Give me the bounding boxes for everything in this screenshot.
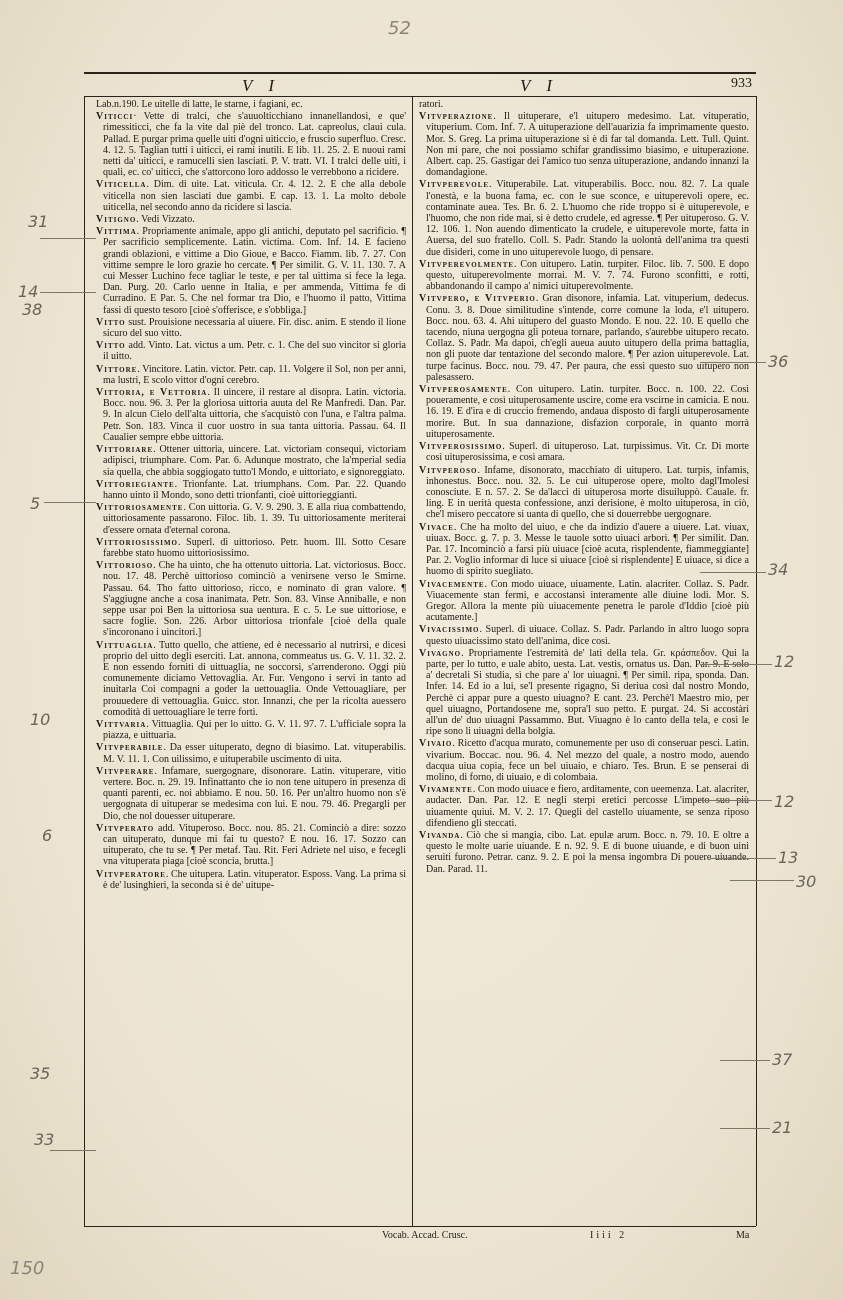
margin-note: 13 <box>778 848 799 867</box>
entry-headword: Vittima <box>96 226 137 238</box>
margin-note: 36 <box>768 352 789 371</box>
entry-headword: Vitvperosissimo <box>419 441 503 453</box>
dictionary-entry <box>96 317 406 339</box>
entry-headword: Vittuaglia <box>96 639 154 651</box>
margin-pointer-line <box>40 292 96 293</box>
entry-definition: . Che ha uinto, che ha ottenuto uittoria. Lat. victoriosus. Bocc. nou. 17. 48. Perchè uittorioso cominciò a venirsene verso le Smirne. Passau. 64. Tho fatto uittorioso, ricco, e nominato di gran valore. ¶ S'aggiugne anche a cosa inanimata. Petr. Son. 83. Vinse Anniballe, e non seppe usar poi Ben la uittoriosa sua uentura. E c. 5. Le sue uittoriose, e sacre foglie. Son. 226. Arbor uittoriosa trionfale [cioè della quale s'incoronano i uincitori.] <box>103 560 406 639</box>
margin-note: 5 <box>30 494 41 513</box>
margin-note: 34 <box>768 560 789 579</box>
dictionary-entry <box>419 179 749 257</box>
margin-pointer-line <box>700 800 772 801</box>
margin-note: 37 <box>772 1050 793 1069</box>
entry-definition: . Che ha molto del uiuo, e che da indizio d'auere a uiuere. Lat. viuax, uiuax. Bocc. g. 7. p. 3. Messe le tauole sotto uiuaci arbori. ¶ Per similit. Dan. Par. 17. Incominciò a farsi più uiuace [cioè acuta, risplendente, fiammeggiante] Par. 2. Voglio informar di luce si uiuace [cioè si risplendente] E uiuace, si dice a huomo di spirito suegliato. <box>426 521 749 578</box>
margin-note: 12 <box>774 652 795 671</box>
entry-headword: Vitvperatore <box>96 868 166 880</box>
right-column <box>419 99 749 1224</box>
entry-definition: . Trionfante. Lat. triumphans. Com. Par. 22. Quando hanno uinto il Mondo, sono detti trionfanti, cioè uittorieggianti. <box>103 478 406 501</box>
dictionary-entry <box>96 214 406 225</box>
entry-definition: . Tutto quello, che attiene, ed è necessario al nutrirsi, e dicesi proprio del uitto degli eserciti. Lat. annona, commeatus us. G. V. 11. 32. 2. E non essendo forniti di uittuaglia, ne soccorsi, s'arrenderono. Oggi più comunemente diciamo Vettovaglia. Ar. Fur. Vengono i servi in tanto ad inuitarla Coi compagni a goder la uettouaglia. Onde Vettouagliare, per prouuedere di vettouaglia. Guicc. stor. Innanzi, che per la ricolta auessero comodità di uettouagliare le terre forti. <box>103 639 406 718</box>
entry-headword: Vivagno <box>419 647 462 659</box>
entry-definition: . Superl. di uituperoso. Lat. turpissimus. Vit. Cr. Di morte così uituperosissima, e così amara. <box>426 441 749 464</box>
footer-rule <box>84 1226 756 1227</box>
entry-headword: Vitvperabile <box>96 742 164 754</box>
entry-definition: . Infamare, suergognare, disonorare. Latin. vituperare, vitio vertere. Boc. n. 29. 19. Infinattanto che io non tene uitupero in presenza di quanti parenti, ec. noi abbiamo. E nou. 50. 16. Per un'altro huomo non s'è uergognata di uituperar se medesima con lui. E nou. 79. 46. Pregargli per Dio, che nol douesser uituperare. <box>103 765 406 822</box>
dictionary-entry <box>96 479 406 501</box>
margin-note: 6 <box>42 826 53 845</box>
margin-pointer-line <box>700 664 772 665</box>
dictionary-entry <box>96 444 406 478</box>
dictionary-entry <box>419 784 749 829</box>
margin-pointer-line <box>700 572 766 573</box>
entry-definition: . Da esser uituperato, degno di biasimo. Lat. vituperabilis. M. V. 11. 1. Con uilissimo, e uituperabile uscimento di uita. <box>103 742 406 765</box>
dictionary-entry <box>419 624 749 646</box>
margin-pointer-line <box>710 858 776 859</box>
margin-note: 33 <box>34 1130 55 1149</box>
entry-headword: Vitvperato <box>96 822 155 834</box>
margin-note: 30 <box>796 872 817 891</box>
entry-headword: Vitvpero, e Vitvperio <box>419 293 536 305</box>
entry-headword: Vitvperoso <box>419 464 478 476</box>
margin-pointer-line <box>730 880 794 881</box>
dictionary-entry <box>419 293 749 383</box>
entry-definition: . Con uittoria. G. V. 9. 290. 3. E alla riua combattendo, uittoriosamente passarono. Filoc. lib. 1. 39. Tu uittoriosamente meriterai d'essere ornata d'eternal corona. <box>103 502 406 536</box>
entry-definition: . Superl. di uittorioso. Petr. huom. Ill. Sotto Cesare farebbe stato huomo uittoriosissimo. <box>103 536 406 559</box>
entry-definition: . Vittuaglia. Qui per lo uitto. G. V. 11. 97. 7. L'ufficiale sopra la piazza, e uittuaria. <box>103 718 406 742</box>
entry-headword: Vitto <box>96 316 126 328</box>
entry-definition: . Con modo uiuace, uiuamente. Latin. alacriter. Collaz. S. Padr. Viuacemente stan fermi, e accostansi interamente alle diuine lodi. Mor. S. Gregor. Allora la mente più uiuacemente penetra le parole d'Iddio [cioè più acutamente.] <box>426 578 749 624</box>
page-footer <box>84 1230 756 1246</box>
entry-headword: Vitvperevolmente <box>419 258 515 270</box>
footer-catchword: Ma <box>736 1230 750 1241</box>
margin-pointer-line <box>700 362 766 363</box>
entry-headword: Vittore <box>96 363 138 375</box>
entry-definition: . Superl. di uiuace. Collaz. S. Padr. Parlando in altro luogo sopra questo uiuacissimo stato dell'anima, dice così. <box>426 624 749 647</box>
entry-definition: ratori. <box>419 99 444 110</box>
entry-headword: Vitvperare <box>96 765 155 777</box>
entry-definition: . Il uincere, il restare al disopra. Latin. victoria. Bocc. nou. 96. 3. Per la gloriosa uittoria auuta del Re Manfredi. Dan. Par. 9. In alcun Cielo dell'alta uittoria, che s'acquistò con l'una, e l'altra palma. Petr. Son. 183. Vinca il cuor uostro in sua tanta uittoria. Passau. 64. Il Caualier sempre ebbe uittoria. <box>103 387 406 443</box>
footer-signature: Vocab. Accad. Crusc. <box>382 1230 468 1241</box>
pencil-folio-number: 52 <box>388 18 411 39</box>
margin-note: 10 <box>30 710 51 729</box>
dictionary-entry <box>96 640 406 718</box>
left-frame-line <box>84 96 85 1226</box>
entry-headword: Vivaio <box>419 738 453 750</box>
top-rule <box>84 72 756 74</box>
entry-headword: Vittoriosissimo <box>96 536 179 548</box>
dictionary-entry <box>96 823 406 868</box>
entry-headword: Viticci <box>96 111 134 123</box>
dictionary-entry <box>96 99 406 110</box>
right-running-head: V I <box>520 76 558 95</box>
margin-note: 12 <box>774 792 795 811</box>
entry-headword: Vittvaria <box>96 718 147 730</box>
left-running-head: V I <box>242 76 280 95</box>
dictionary-entry <box>96 226 406 316</box>
dictionary-entry <box>419 99 749 110</box>
entry-definition: . Vituperabile. Lat. vituperabilis. Bocc. nou. 82. 7. La quale l'onestà, e la buona fama, ec. con le sue sconce, e uituperevoli opere, ec. contaminate auea. Tes. Br. 6. 2. L'huomo che ride troppo si è uituperevole, e l'huomo, che non ride mai, si è detto crudele, ed agresse. ¶ Per uituperoso. G. V. 12. 106. 1. Non auendo dimenticato la crudele, e uituperevole morte, fatta in Auersa, del suo fratello. Coll. S. Padr. Stando la uolontà dell'anima tra questi due disideri, come in uno uituperevole luogo, di pensare. <box>426 179 749 258</box>
entry-definition: . Il uituperare, e'l uitupero medesimo. Lat. vituperatio, vituperium. Com. Inf. 7. A uituperazione dell'auarizia fa imprimamente questo. Mor. S. Greg. La prima uituperazione si è di far tal domanda. Lett. Tull. Quint. Non mi pare, che noi possiamo schifar grandissimo biasimo, e uituperazione. Albert. cap. 25. Gastigar dei l'amico tuo senza uituperazione, andando innanzi la domandagione. <box>426 111 749 179</box>
dictionary-entry <box>96 502 406 536</box>
dictionary-entry <box>419 579 749 624</box>
entry-definition: . Gran disonore, infamia. Lat. vituperium, dedecus. Conu. 3. 8. Doue similitudine s'intende, corre comune la loda, e'l uitupero. Bocc. nou. 63. 4. Ahi uitupero del guasto Mondo. E nou. 22. 10. E quello che tacendo, niuna uergogna gli poteua tornare, parlando, s'aurebbe uitupero recato. Collaz. S. Padr. Ma dapoi, ch'egli aueua auuto uitupero della prima battaglia, non gli puote dar tentazione del secondo malore. ¶ Per azion uituperevole. Lat. turpe facinus. Bocc. nou. 79. 47. Per paura, che essi questo suo uitupero non palesassero. <box>426 293 749 383</box>
entry-definition: . Ciò che si mangia, cibo. Lat. epulæ arum. Bocc. n. 79. 10. E oltre a questo le molte uarie uiuande. E n. 92. 9. E di buone uiuande, e di buon uini seruiti furono. Petrar. canz. 9. 2. E poi la mensa ingombra Di pouere uiuande. Dan. Parad. 11. <box>426 830 749 875</box>
dictionary-entry <box>96 340 406 362</box>
entry-definition: · Vette di tralci, che s'auuolticchiano innanellandosi, e que' rimessiticci, che fa la vite dal piè del tronco. Lat. capreolus, claui cula. Pallad. E purgar prima quelle uiti d'ogni uiticcio, e fruscio superfluo. Cresc. 4. 12. 5. Taglian tutti i uiticci, ei rami inutili. E lib. 11. 25. 2. E nuoui rami netti da' uiticci, e ramucelli sien lasciati. P. V. tratt. VI. I tralci delle uiti, i quali, ec. co' uiticci, che s'attorcono loro addosso le verrebbono a ricidere. <box>103 111 406 179</box>
dictionary-entry <box>419 522 749 578</box>
entry-definition: . Vedi Vizzato. <box>136 214 195 226</box>
dictionary-entry <box>96 560 406 638</box>
entry-definition: add. Vinto. Lat. victus a um. Petr. c. 1. Che del suo vincitor si gloria il uitto. <box>103 340 406 363</box>
entry-headword: Vivanda <box>419 830 461 841</box>
dictionary-entry <box>419 111 749 178</box>
dictionary-entry <box>419 465 749 521</box>
margin-pointer-line <box>44 502 96 503</box>
margin-pointer-line <box>50 1150 96 1151</box>
entry-headword: Vivamente <box>419 784 473 796</box>
entry-definition: . Dim. di uite. Lat. viticula. Cr. 4. 12. 2. E che alla debole viticella non sien lasciati due gambi. E cap. 13. 1. La molto debole uiticella, nel secondo anno da ricidere si lascia. <box>103 179 406 213</box>
entry-headword: Vitigno <box>96 214 137 226</box>
margin-note: 35 <box>30 1064 51 1083</box>
dictionary-entry <box>96 869 406 891</box>
margin-pointer-line <box>720 1060 770 1061</box>
entry-headword: Vittoriare <box>96 444 154 456</box>
entry-headword: Vittoria, e Vettoria <box>96 387 208 399</box>
dictionary-entry <box>419 738 749 783</box>
entry-definition: Lab.n.190. Le uitelle di latte, le starne, i fagiani, ec. <box>96 99 303 110</box>
entry-definition: . Infame, disonorato, macchiato di uitupero. Lat. turpis, infamis, inhonestus. Bocc. nou. 32. 5. Le cui uituperose opere, molto dagl'Imolesi conosciute. E n. 57. 2. Se da'lacci di uituperosa morte disuiluppò. Cauale. fr. ling. E in uerità questa confessione, anzi derisione, è molto uituperosa, in ciò, che'l misero peccatore si uanta di quello, che si douerrebbe uergognare. <box>426 464 749 521</box>
pencil-bottom-number: 150 <box>10 1258 45 1279</box>
entry-definition: . Con uitupero. Latin. turpiter. Filoc. lib. 7. 500. E dopo questo, uituperevolmente morrai. M. V. 7. 74. Furono sconfitti, e rotti, abbandonando il campo a' nimici uituperevolmente. <box>426 258 749 293</box>
dictionary-entry <box>96 364 406 386</box>
running-header <box>84 76 756 94</box>
column-divider <box>412 96 413 1226</box>
dictionary-entry <box>96 719 406 741</box>
entry-definition: sust. Prouisione necessaria al uiuere. Fir. disc. anim. E stendo il lione sicuro del suo vitto. <box>103 316 406 340</box>
header-rule <box>84 96 756 97</box>
entry-headword: Vivace <box>419 521 454 533</box>
entry-definition: . Che uitupera. Latin. vituperator. Esposs. Vang. La prima si è de' lusinghieri, la seconda si è de' uitupe- <box>103 868 406 891</box>
entry-definition: . Ottener uittoria, uincere. Lat. victoriam consequi, victoriam adipisci, triumphare. Com. Par. 6. Adunque mostrato, che la'mperial sedia sia quella, che abbia soggiogato tutto'l Mondo, e uittoriato, e signoreggiato. <box>103 444 406 478</box>
dictionary-entry <box>96 766 406 822</box>
entry-definition: . Propriamente animale, appo gli antichi, deputato pel sacrificio. ¶ Per sacrificio semplicemente. Latin. victima. Com. Inf. 14. E facieno grandi oblazioni, e vittime a Dio Gioue, e Bacco. Fiamm. lib. 7. 27. Con vittime sempre le loro grazie ho cercate. ¶ Per similit. G. V. 11. 130. 7. A cui Messer Luchino fece tagliar le teste, e per tal uittima si fece la lega. Dan. Purg. 20. Carlo uenne in Italia, e per ammenda, Vittima fe di Curradino. E Par. 5. Che nel formar tra Dio, e l'huomo il patto, Vittima fassi di questo tesoro [cioè s'offerisce, e s'obbliga.] <box>103 226 406 316</box>
dictionary-entry <box>96 111 406 178</box>
margin-note: 14 <box>18 282 39 301</box>
entry-headword: Vitvperazione <box>419 111 494 123</box>
footer-gathering: Iiii 2 <box>590 1230 628 1241</box>
dictionary-entry <box>96 742 406 764</box>
margin-pointer-line <box>720 1128 770 1129</box>
entry-headword: Vivacemente <box>419 578 485 590</box>
entry-definition: . Vincitore. Latin. victor. Petr. cap. 11. Volgere il Sol, non per anni, ma lustri, E scolo vittor d'ogni cerebro. <box>103 363 406 386</box>
entry-headword: Vitto <box>96 340 126 352</box>
entry-headword: Vitvperosamente <box>419 384 508 396</box>
margin-note: 38 <box>22 300 43 319</box>
entry-definition: . Propriamente l'estremità de' lati della tela. Gr. κράσπεδον. Qui la parte, per lo tutto, e uale abito, uesta. Lat. vestis, ornatus us. Dan. Par. 9. E solo a' decretali Si studia, sì che pare a' lor uiuagni. ¶ Per simil. ripa, sponda. Dan. Infer. 14. Ed io a lui, se'l presente rigagno, Si deriua così dal nostro Mondo, Perchè ci appar pure a questo uiuagno? E cant. 23. Perchè'l Maestro mio, per quel uiuagno, Portandosene me, sopra'l suo petto. E purgat. 24. Si accostàri all'un de' duo uiuagni Passammo. But. Viuagno è lo canto della tela, e così le ripe sono li uiuagni della bolgia. <box>426 647 749 738</box>
dictionary-entry <box>419 384 749 440</box>
dictionary-entry <box>419 259 749 293</box>
entry-headword: Vittorioso <box>96 560 154 572</box>
margin-pointer-line <box>40 238 96 239</box>
dictionary-entry <box>419 441 749 463</box>
entry-definition: . Con modo uiuace e fiero, arditamente, con ueemenza. Lat. alacriter, audacter. Dan. Par. 12. E negli sterpi eretici percosse L'impeto suo più uiuamente quiui. M. V. 2. 17. Quegli del castello uiuamente, se senza riposo difendieno gli steccati. <box>426 784 749 829</box>
entry-headword: Vivacissimo <box>419 624 480 636</box>
dictionary-entry <box>96 179 406 213</box>
dictionary-entry <box>419 648 749 738</box>
entry-headword: Vitvperevole <box>419 179 490 191</box>
right-frame-line <box>756 96 757 1226</box>
page-number: 933 <box>731 76 752 91</box>
entry-headword: Vittoriegiante <box>96 478 175 490</box>
margin-note: 31 <box>28 212 49 231</box>
entry-definition: . Ricetto d'acqua murato, comunemente per uso di conseruar pesci. Latin. vivarium. Boccac. nou. 96. 4. Nel mezzo del quale, a nostro modo, auendo dacqua uiua copia, fece un bel uiuaio, e chiaro. Tes. Brun. E se penserai di molino, di forno, di uiuaio, e di colombaia. <box>426 738 749 783</box>
entry-definition: . Con uitupero. Latin. turpiter. Bocc. n. 100. 22. Così poueramente, e così uituperosamente uscire, come era vscirne in camicia. E nou. 16. 19. E d'ira e di cruccio fremendo, andaua disposto di fargli uituperosamente morire. But. In sua dannazione, disfazion corporale, in quanto morrà uituperosamente. <box>426 384 749 440</box>
entry-headword: Vittoriosamente <box>96 502 184 514</box>
entry-definition: add. Vituperoso. Bocc. nou. 85. 21. Cominciò a dire: sozzo can uituperato, dunque mi fai tu questo? E nou. 16. 17. Sozzo can uituperato, che tu se. ¶ Per metaf. Tau. Rit. Feri Adriete nel uiso, e fecegli vna vituperata piaga [cioè sconcia, brutta.] <box>103 822 406 868</box>
dictionary-entry <box>96 387 406 443</box>
dictionary-entry <box>96 537 406 559</box>
dictionary-entry <box>419 830 749 875</box>
left-column <box>96 99 406 1224</box>
entry-headword: Viticella <box>96 179 147 191</box>
margin-note: 21 <box>772 1118 793 1137</box>
